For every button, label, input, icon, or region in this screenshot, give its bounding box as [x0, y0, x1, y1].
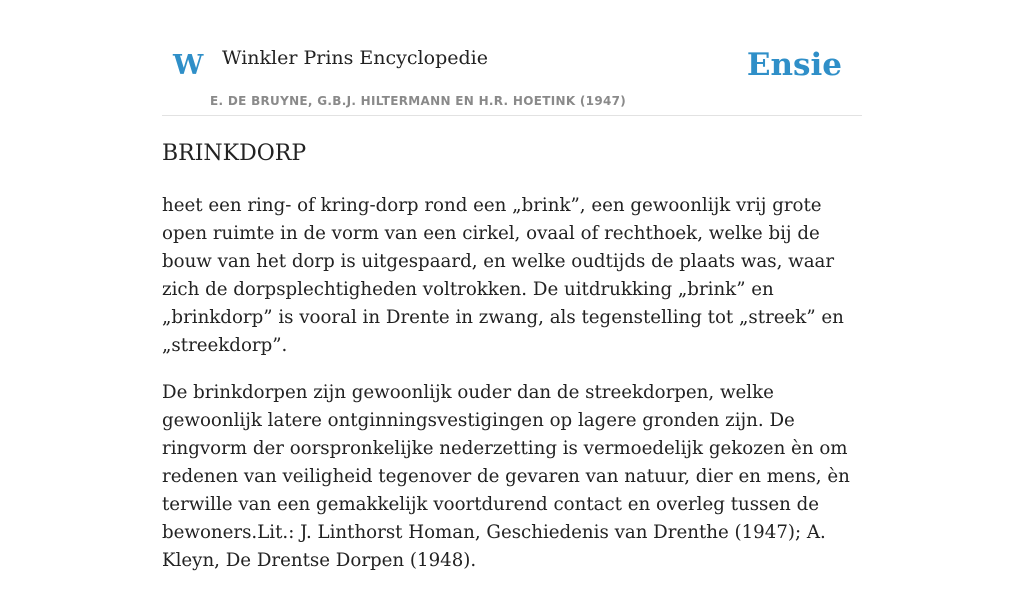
article-title: BRINKDORP — [162, 141, 307, 166]
ensie-logo[interactable]: Ensie — [746, 47, 842, 83]
article-paragraph: De brinkdorpen zijn gewoonlijk ouder dan de streekdorpen, welke gewoonlijk latere ontginningsvestigingen op lagere gronden zijn. De ringvorm der oorspronkelijke nederzetting is vermoedelijk gekozen èn om redenen van veiligheid tegenover de gevaren van natuur, dier en mens, èn terwille van een gemakkelijk voortdurend contact en overleg tussen de bewoners.Lit.: J. Linthorst Homan, Geschiedenis van Drenthe (1947); A. Kleyn, De Drentse Dorpen (1948). — [162, 382, 850, 571]
site-title[interactable]: Winkler Prins Encyclopedie — [222, 47, 488, 69]
article-body — [162, 192, 862, 594]
authors-line: E. DE BRUYNE, G.B.J. HILTERMANN EN H.R. HOETINK (1947) — [210, 94, 627, 108]
site-header — [162, 30, 862, 116]
article-paragraph: heet een ring- of kring-dorp rond een „brink”, een gewoonlijk vrij grote open ruimte in de vorm van een cirkel, ovaal of rechthoek, welke bij de bouw van het dorp is uitgespaard, en welke oudtijds de plaats was, waar zich de dorpsplechtigheden voltrokken. De uitdrukking „brink” en „brinkdorp” is vooral in Drente in zwang, als tegenstelling tot „streek” en „streekdorp”. — [162, 195, 844, 356]
winkler-prins-logo[interactable]: W — [173, 50, 204, 81]
